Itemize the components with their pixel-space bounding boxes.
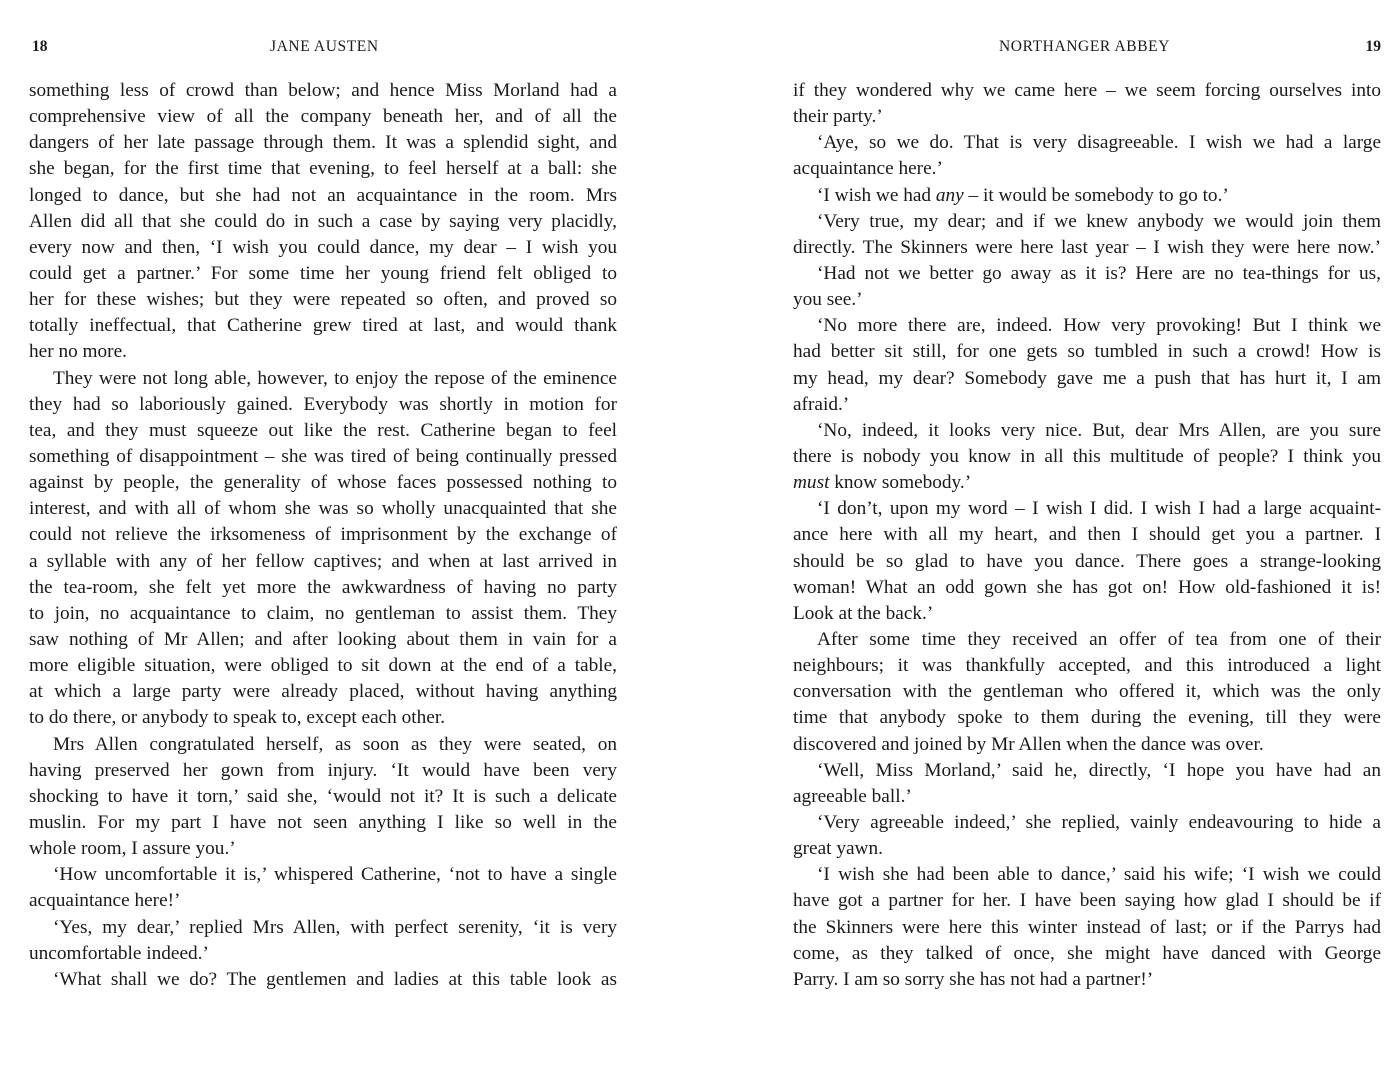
text-line: a syllable with any of her fellow captives; and when at last arrived in (29, 550, 617, 572)
text-line: to do there, or anybody to speak to, except each other. (29, 707, 446, 729)
text-line: ‘Very agreeable indeed,’ she replied, vainly endeavouring to hide a (817, 811, 1381, 833)
text-line: every now and then, ‘I wish you could dance, my dear – I wish you (29, 236, 617, 258)
text-line: the Skinners were here this winter instead of last; or if the Parrys had (793, 916, 1381, 938)
right-body-text (793, 78, 1381, 993)
text-line: uncomfortable indeed.’ (29, 942, 209, 964)
text-line: agreeable ball.’ (793, 785, 912, 807)
text-line: ‘Had not we better go away as it is? Here are no tea-things for us, (817, 262, 1381, 284)
text-line: conversation with the gentleman who offered it, which was the only (793, 681, 1381, 703)
right-running-head-title: NORTHANGER ABBEY (999, 38, 1170, 55)
text-line: ‘I wish we had any – it would be somebody to go to.’ (817, 184, 1229, 206)
text-line: They were not long able, however, to enjoy the repose of the eminence (53, 367, 617, 389)
text-line: Mrs Allen congratulated herself, as soon as they were seated, on (53, 733, 617, 755)
text-line: interest, and with all of whom she was so wholly unacquainted that she (29, 498, 617, 520)
text-line: whole room, I assure you.’ (29, 838, 236, 860)
left-running-head-title: JANE AUSTEN (270, 38, 379, 55)
text-line: ance here with all my heart, and then I should get you a partner. I (793, 524, 1381, 546)
text-line: saw nothing of Mr Allen; and after looking about them in vain for a (29, 628, 617, 650)
text-line: to join, no acquaintance to claim, no gentleman to assist them. They (29, 602, 617, 624)
text-line: her for these wishes; but they were repeated so often, and proved so (29, 289, 617, 311)
text-line: After some time they received an offer of tea from one of their (817, 628, 1381, 650)
text-line: should be so glad to have you dance. There goes a strange-looking (793, 550, 1381, 572)
text-line: directly. The Skinners were here last year – I wish they were here now.’ (793, 236, 1381, 258)
text-line: against by people, the generality of whose faces possessed nothing to (29, 472, 617, 494)
text-line: if they wondered why we came here – we seem forcing ourselves into (793, 80, 1381, 101)
text-line: at which a large party were already placed, without having anything (29, 681, 617, 703)
right-page-number: 19 (1365, 38, 1381, 55)
text-line: ‘Very true, my dear; and if we knew anybody we would join them (817, 210, 1381, 232)
text-line: you see.’ (793, 289, 863, 311)
text-line: acquaintance here.’ (793, 158, 943, 180)
text-line: shocking to have it torn,’ said she, ‘would not it? It is such a delicate (29, 785, 617, 807)
text-line: ‘How uncomfortable it is,’ whispered Catherine, ‘not to have a single (53, 864, 617, 886)
text-line: could get a partner.’ For some time her young friend felt obliged to (29, 262, 617, 284)
text-line: woman! What an odd gown she has got on! How old-fashioned it is! (793, 576, 1381, 598)
text-line: Look at the back.’ (793, 602, 934, 624)
text-line: have got a partner for her. I have been saying how glad I should be if (793, 890, 1381, 912)
text-line: Parry. I am so sorry she has not had a partner!’ (793, 968, 1154, 990)
text-line: ‘No more there are, indeed. How very provoking! But I think we (817, 315, 1381, 337)
text-line: ‘I don’t, upon my word – I wish I did. I wish I had a large acquaint- (817, 498, 1381, 520)
text-line: ‘Aye, so we do. That is very disagreeable. I wish we had a large (817, 132, 1381, 154)
text-line: tea, and they must squeeze out like the rest. Catherine began to feel (29, 419, 617, 441)
text-line: having preserved her gown from injury. ‘It would have been very (29, 759, 617, 781)
text-line: something of disappointment – she was tired of being continually pressed (29, 445, 617, 467)
right-running-head (793, 38, 1381, 60)
text-line: ‘What shall we do? The gentlemen and ladies at this table look as (53, 968, 617, 990)
text-line: neighbours; it was thankfully accepted, and this introduced a light (793, 655, 1381, 677)
text-line: time that anybody spoke to them during the evening, till they were (793, 707, 1381, 729)
text-line: she began, for the first time that evening, to feel herself at a ball: she (29, 158, 617, 180)
text-line: their party.’ (793, 106, 883, 128)
text-line: come, as they talked of once, she might have danced with George (793, 942, 1381, 964)
text-line: great yawn. (793, 838, 883, 860)
text-line: afraid.’ (793, 393, 850, 415)
text-line: there is nobody you know in all this multitude of people? I think you (793, 445, 1381, 467)
left-running-head (29, 38, 617, 60)
text-line: they had so laboriously gained. Everybody was shortly in motion for (29, 393, 617, 415)
text-line: ‘Well, Miss Morland,’ said he, directly, ‘I hope you have had an (817, 759, 1381, 781)
text-line: longed to dance, but she had not an acquaintance in the room. Mrs (29, 184, 617, 206)
text-line: something less of crowd than below; and hence Miss Morland had a (29, 80, 617, 101)
text-line: her no more. (29, 341, 127, 363)
text-line: muslin. For my part I have not seen anything I like so well in the (29, 811, 617, 833)
text-line: Allen did all that she could do in such a case by saying very placidly, (29, 210, 617, 232)
text-line: must know somebody.’ (793, 472, 972, 494)
right-page (793, 0, 1381, 1080)
italic-word: any (935, 184, 964, 206)
text-line: the tea-room, she felt yet more the awkwardness of having no party (29, 576, 617, 598)
text-line: comprehensive view of all the company beneath her, and of all the (29, 106, 617, 128)
text-line: ‘No, indeed, it looks very nice. But, dear Mrs Allen, are you sure (817, 419, 1381, 441)
left-body-text (29, 78, 617, 993)
text-line: ‘Yes, my dear,’ replied Mrs Allen, with perfect serenity, ‘it is very (53, 916, 617, 938)
italic-word: must (793, 472, 830, 494)
text-line: ‘I wish she had been able to dance,’ said his wife; ‘I wish we could (817, 864, 1381, 886)
left-page (29, 0, 617, 1080)
left-page-number: 18 (32, 38, 48, 55)
text-line: more eligible situation, were obliged to sit down at the end of a table, (29, 655, 617, 677)
text-line: acquaintance here!’ (29, 890, 181, 912)
text-line: dangers of her late passage through them. It was a splendid sight, and (29, 132, 617, 154)
text-line: my head, my dear? Somebody gave me a push that has hurt it, I am (793, 367, 1381, 389)
text-line: could not relieve the irksomeness of imprisonment by the exchange of (29, 524, 617, 546)
text-line: totally ineffectual, that Catherine grew tired at last, and would thank (29, 315, 617, 337)
text-line: discovered and joined by Mr Allen when the dance was over. (793, 733, 1264, 755)
text-line: had better sit still, for one gets so tumbled in such a crowd! How is (793, 341, 1381, 363)
